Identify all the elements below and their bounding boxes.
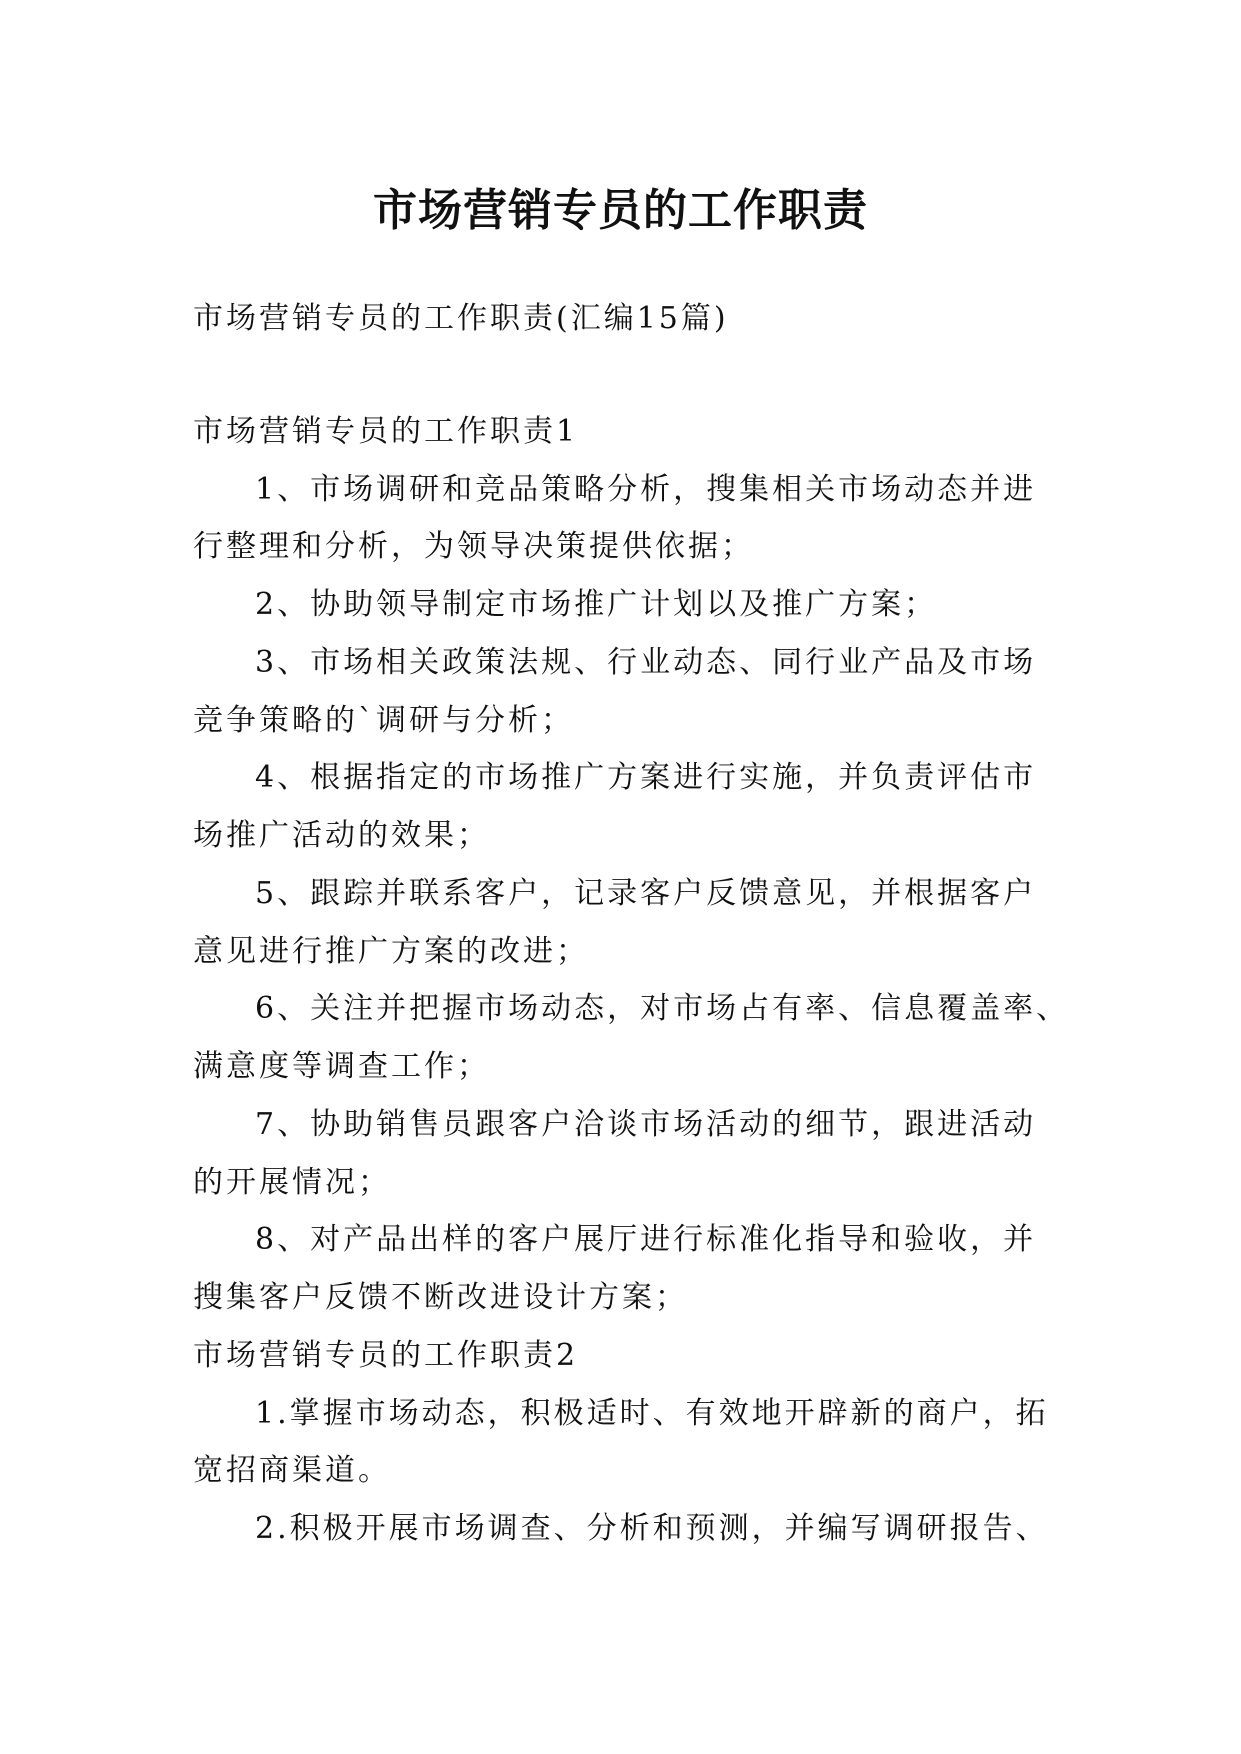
paragraph-line: 5、跟踪并联系客户，记录客户反馈意见，并根据客户 bbox=[255, 876, 1037, 911]
paragraph-line: 7、协助销售员跟客户洽谈市场活动的细节，跟进活动 bbox=[255, 1107, 1037, 1142]
paragraph-line: 4、根据指定的市场推广方案进行实施，并负责评估市 bbox=[255, 760, 1037, 795]
paragraph-line: 宽招商渠道。 bbox=[193, 1453, 391, 1488]
paragraph-line: 行整理和分析，为领导决策提供依据； bbox=[193, 529, 754, 564]
paragraph-line: 的开展情况； bbox=[193, 1165, 391, 1200]
document-subtitle: 市场营销专员的工作职责(汇编15篇) bbox=[193, 301, 729, 336]
paragraph-line: 8、对产品出样的客户展厅进行标准化指导和验收，并 bbox=[255, 1222, 1037, 1257]
paragraph-line: 6、关注并把握市场动态，对市场占有率、信息覆盖率、 bbox=[255, 991, 1070, 1026]
paragraph-line: 3、市场相关政策法规、行业动态、同行业产品及市场 bbox=[255, 645, 1037, 680]
paragraph-line: 场推广活动的效果； bbox=[193, 818, 490, 853]
paragraph-line: 搜集客户反馈不断改进设计方案； bbox=[193, 1280, 688, 1315]
paragraph-line: 意见进行推广方案的改进； bbox=[193, 934, 589, 969]
paragraph-line: 满意度等调查工作； bbox=[193, 1049, 490, 1084]
section-heading: 市场营销专员的工作职责2 bbox=[193, 1338, 579, 1373]
paragraph-line: 1.掌握市场动态，积极适时、有效地开辟新的商户，拓 bbox=[255, 1396, 1049, 1431]
paragraph-line: 2.积极开展市场调查、分析和预测，并编写调研报告、 bbox=[255, 1511, 1049, 1546]
paragraph-line: 2、协助领导制定市场推广计划以及推广方案； bbox=[255, 587, 938, 622]
paragraph-line: 竞争策略的`调研与分析； bbox=[193, 703, 574, 738]
document-title: 市场营销专员的工作职责 bbox=[373, 185, 868, 237]
section-heading: 市场营销专员的工作职责1 bbox=[193, 414, 579, 449]
paragraph-line: 1、市场调研和竞品策略分析，搜集相关市场动态并进 bbox=[255, 472, 1037, 507]
